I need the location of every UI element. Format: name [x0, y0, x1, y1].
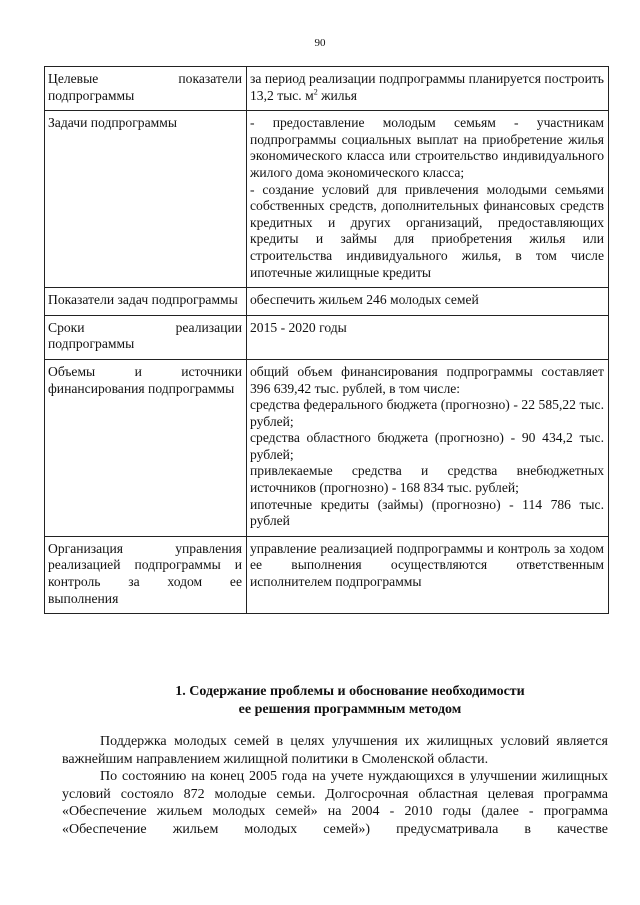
- row-value: [247, 315, 609, 359]
- row-value: [247, 536, 609, 613]
- body-paragraph: Поддержка молодых семей в целях улучшения их жилищных условий является важнейшим направлением жилищной политики в Смоленской области.: [62, 734, 608, 767]
- value-text: обеспечить жильем 246 молодых семей: [250, 292, 479, 308]
- value-text: общий объем финансирования подпрограммы составляет 396 639,42 тыс. рублей, в том числе:: [250, 363, 604, 396]
- superscript: 2: [313, 87, 318, 97]
- row-value: [247, 288, 609, 316]
- section-heading: [100, 683, 600, 719]
- table-row: [45, 111, 609, 288]
- row-label: Задачи подпрограммы: [45, 111, 247, 288]
- section-body: [62, 733, 608, 838]
- table-row: [45, 315, 609, 359]
- value-text: - создание условий для привлечения молодыми семьями собственных средств, дополнительных финансовых средств кредитных и других организаций, предоставляющих кредиты и займы для приобретения жилья или строительства индивидуального жилья, в том числе ипотечные жилищные кредиты: [250, 181, 604, 280]
- body-paragraph: По состоянию на конец 2005 года на учете нуждающихся в улучшении жилищных условий состояло 872 молодые семьи. Долгосрочная областная целевая программа «Обеспечение жильем молодых семей» на 2004 - 2010 годы (далее - программа «Обеспечение жильем молодых семей») предусматривала в качестве: [62, 769, 608, 837]
- row-value: [247, 67, 609, 111]
- page-number: 90: [314, 37, 326, 49]
- row-label: Показатели задач подпрограммы: [45, 288, 247, 316]
- value-text: привлекаемые средства и средства внебюджетных источников (прогнозно) - 168 834 тыс. рублей;: [250, 463, 604, 496]
- subprogram-passport-table: [44, 66, 609, 614]
- value-text: за период реализации подпрограммы планируется построить 13,2 тыс. $м^2$ жилья: [250, 71, 604, 103]
- value-text: 2015 - 2020 годы: [250, 319, 347, 335]
- value-text: средства областного бюджета (прогнозно) - 90 434,2 тыс. рублей;: [250, 430, 604, 462]
- value-text: средства федерального бюджета (прогнозно) - 22 585,22 тыс. рублей;: [250, 397, 604, 429]
- value-text: ипотечные кредиты (займы) (прогнозно) - 114 786 тыс. рублей: [250, 496, 604, 529]
- table-row: [45, 67, 609, 111]
- section-heading-line: 1. Содержание проблемы и обоснование необходимости: [175, 684, 525, 699]
- section-heading-line: ее решения программным методом: [238, 702, 462, 717]
- value-text: управление реализацией подпрограммы и контроль за ходом ее выполнения осуществляются ответственным исполнителем подпрограммы: [250, 540, 604, 590]
- row-label: Объемы и источники финансирования подпрограммы: [45, 359, 247, 536]
- row-value: [247, 359, 609, 536]
- table-row: [45, 536, 609, 613]
- row-label: Организация управления реализацией подпрограммы и контроль за ходом ее выполнения: [45, 536, 247, 613]
- row-label: Целевые показатели подпрограммы: [45, 67, 247, 111]
- value-text: - предоставление молодым семьям - участникам подпрограммы социальных выплат на приобретение жилья экономического класса или строительство индивидуального жилого дома экономического класса;: [250, 115, 604, 180]
- row-value: [247, 111, 609, 288]
- table-row: [45, 288, 609, 316]
- table-row: [45, 359, 609, 536]
- row-label: Сроки реализации подпрограммы: [45, 315, 247, 359]
